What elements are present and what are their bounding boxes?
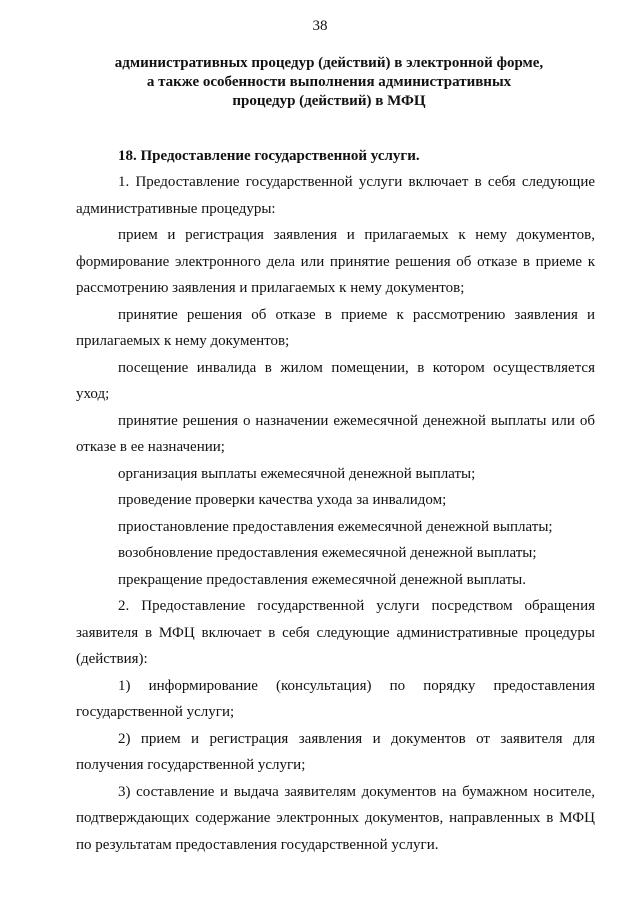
- heading-line: а также особенности выполнения административных: [146, 74, 512, 90]
- paragraph: проведение проверки качества ухода за инвалидом;: [118, 492, 447, 508]
- paragraph: возобновление предоставления ежемесячной денежной выплаты;: [118, 545, 537, 561]
- paragraph: принятие решения об отказе в приеме к рассмотрению заявления и прилагаемых к нему документов;: [76, 306, 595, 349]
- paragraph: 2) прием и регистрация заявления и документов от заявителя для получения государственной услуги;: [76, 730, 595, 773]
- heading-line: процедур (действий) в МФЦ: [232, 93, 426, 109]
- paragraph: посещение инвалида в жилом помещении, в котором осуществляется уход;: [76, 359, 595, 402]
- section-title: 18. Предоставление государственной услуги.: [118, 148, 420, 164]
- section-heading: [80, 54, 578, 111]
- paragraph: 1) информирование (консультация) по порядку предоставления государственной услуги;: [76, 677, 595, 720]
- document-body: [76, 169, 595, 858]
- paragraph: организация выплаты ежемесячной денежной выплаты;: [118, 465, 476, 482]
- paragraph: прием и регистрация заявления и прилагаемых к нему документов, формирование электронного дела или принятие решения об отказе в приеме к рассмотрению заявления и прилагаемых к нему документов;: [76, 227, 595, 296]
- paragraph: приостановление предоставления ежемесячной денежной выплаты;: [118, 518, 553, 535]
- paragraph: принятие решения о назначении ежемесячной денежной выплаты или об отказе в ее назначении;: [76, 412, 595, 455]
- heading-line: административных процедур (действий) в электронной форме,: [114, 55, 544, 71]
- paragraph: 3) составление и выдача заявителям документов на бумажном носителе, подтверждающих содержание электронных документов, направленных в МФЦ по результатам предоставления государственной услуги.: [76, 783, 595, 853]
- page-number: 38: [312, 18, 328, 34]
- paragraph: 1. Предоставление государственной услуги включает в себя следующие административные процедуры:: [76, 174, 595, 217]
- paragraph: прекращение предоставления ежемесячной денежной выплаты.: [118, 571, 526, 588]
- paragraph: 2. Предоставление государственной услуги посредством обращения заявителя в МФЦ включает в себя следующие административные процедуры (действия):: [76, 598, 595, 667]
